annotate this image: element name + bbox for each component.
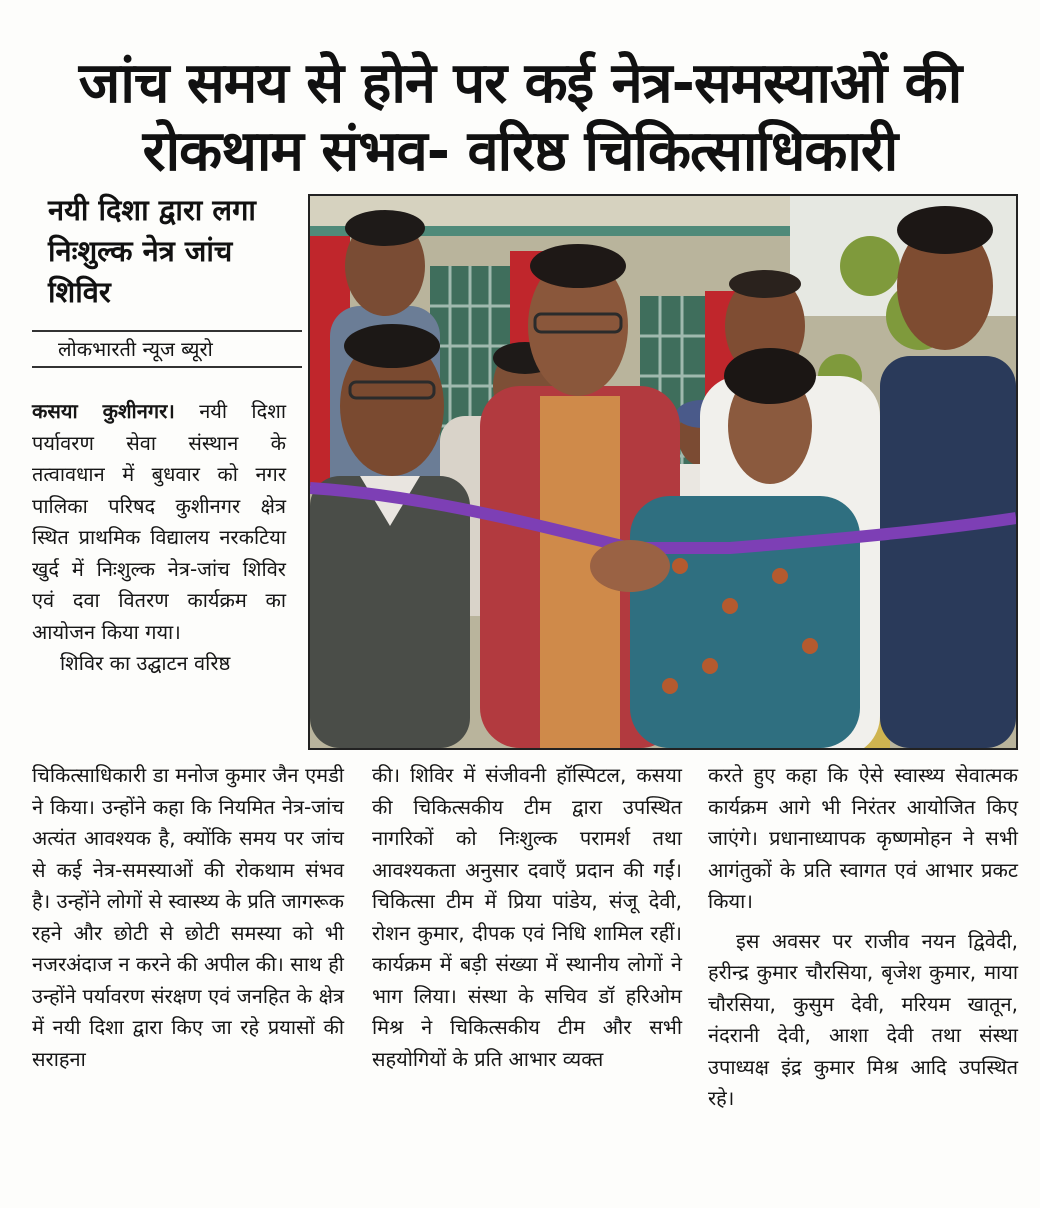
article-column-1-top [32, 396, 286, 680]
article-column-2 [372, 760, 682, 1075]
hands [590, 540, 670, 592]
article-column-3 [708, 760, 1018, 1115]
headline: जांच समय से होने पर कई नेत्र-समस्याओं की रोकथाम संभव- वरिष्ठ चिकित्साधिकारी [78, 50, 962, 184]
paragraph-2-start: शिविर का उद्घाटन वरिष्ठ [60, 651, 231, 675]
paragraph-3: की। शिविर में संजीवनी हॉस्पिटल, कसया की चिकित्सकीय टीम द्वारा उपस्थित नागरिकों को निःशुल्क परामर्श तथा आवश्यकता अनुसार दवाएँ प्रदान की गईं। चिकित्सा टीम में प्रिया पांडेय, संजू देवी, रोशन कुमार, दीपक एवं निधि शामिल रहीं। कार्यक्रम में बड़ी संख्या में स्थानीय लोगों ने भाग लिया। संस्था के सचिव डॉ हरिओम मिश्र ने चिकित्सकीय टीम और सभी सहयोगियों के प्रति आभार व्यक्त [372, 763, 682, 1071]
paragraph-1: नयी दिशा पर्यावरण सेवा संस्थान के तत्वावधान में बुधवार को नगर पालिका परिषद कुशीनगर क्षेत्र स्थित प्राथमिक विद्यालय नरकटिया खुर्द में निःशुल्क नेत्र-जांच शिविर एवं दवा वितरण कार्यक्रम का आयोजन किया गया। [32, 399, 286, 644]
paragraph-2-continued: चिकित्साधिकारी डा मनोज कुमार जैन एमडी ने किया। उन्होंने कहा कि नियमित नेत्र-जांच अत्यंत आवश्यक है, क्योंकि समय पर जांच से कई नेत्र-समस्याओं की रोकथाम संभव है। उन्होंने लोगों से स्वास्थ्य के प्रति जागरूक रहने और छोटी से छोटी समस्या को भी नजरअंदाज न करने की अपील की। साथ ही उन्होंने पर्यावरण संरक्षण एवं जनहित के क्षेत्र में नयी दिशा द्वारा किए जा रहे प्रयासों की सराहना [32, 763, 344, 1071]
byline: लोकभारती न्यूज ब्यूरो [32, 330, 302, 368]
article-column-1-bottom [32, 760, 344, 1075]
paragraph-5: इस अवसर पर राजीव नयन द्विवेदी, हरीन्द्र कुमार चौरसिया, बृजेश कुमार, माया चौरसिया, कुसुम देवी, मरियम खातून, नंदरानी देवी, आशा देवी तथा संस्था उपाध्यक्ष इंद्र कुमार मिश्र आदि उपस्थित रहे। [708, 928, 1018, 1110]
news-photo [308, 194, 1018, 750]
paragraph-4: करते हुए कहा कि ऐसे स्वास्थ्य सेवात्मक कार्यक्रम आगे भी निरंतर आयोजित किए जाएंगे। प्रधानाध्यापक कृष्णमोहन ने सभी आगंतुकों के प्रति स्वागत एवं आभार प्रकट किया। [708, 763, 1018, 913]
lead-place: कसया कुशीनगर। [32, 399, 175, 423]
subheadline: नयी दिशा द्वारा लगा निःशुल्क नेत्र जांच शिविर [48, 193, 256, 309]
